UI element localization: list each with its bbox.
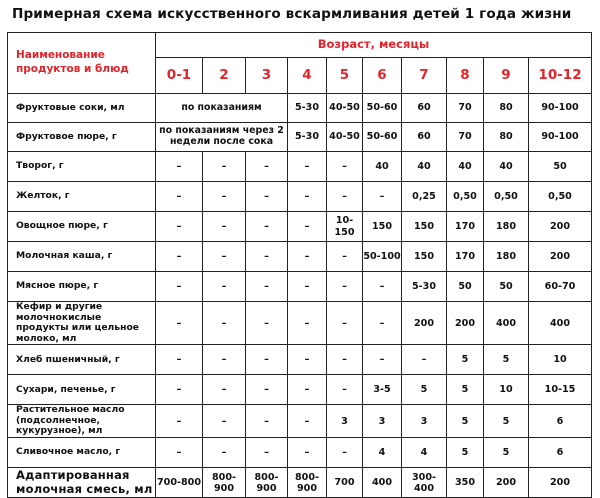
- value-cell: –: [203, 375, 246, 405]
- value-cell: –: [246, 182, 288, 212]
- value-cell: –: [288, 152, 327, 182]
- value-cell: –: [246, 405, 288, 438]
- value-cell: 200: [484, 468, 529, 498]
- value-cell: 170: [447, 242, 484, 272]
- value-cell: 40-50: [327, 123, 363, 152]
- value-cell: –: [246, 345, 288, 375]
- value-cell: 800-900: [288, 468, 327, 498]
- value-cell: 3: [327, 405, 363, 438]
- product-name: Творог, г: [8, 152, 156, 182]
- value-cell: –: [246, 242, 288, 272]
- value-cell: 6: [529, 438, 592, 468]
- value-cell: 5-30: [402, 272, 447, 302]
- value-cell: –: [156, 182, 203, 212]
- value-cell: –: [156, 152, 203, 182]
- month-header: 5: [327, 58, 363, 94]
- feeding-schedule-table: [7, 32, 592, 498]
- value-cell: –: [203, 152, 246, 182]
- value-cell: –: [363, 272, 402, 302]
- span-note: по показаниям: [156, 94, 288, 123]
- value-cell: 200: [529, 242, 592, 272]
- value-cell: –: [203, 242, 246, 272]
- value-cell: 400: [363, 468, 402, 498]
- value-cell: 0,50: [447, 182, 484, 212]
- value-cell: –: [288, 375, 327, 405]
- product-name: Сливочное масло, г: [8, 438, 156, 468]
- value-cell: –: [203, 272, 246, 302]
- value-cell: –: [156, 272, 203, 302]
- table-row: [8, 242, 592, 272]
- value-cell: 80: [484, 94, 529, 123]
- value-cell: 200: [447, 302, 484, 345]
- value-cell: –: [156, 345, 203, 375]
- header-row: [8, 33, 592, 58]
- value-cell: –: [288, 212, 327, 242]
- value-cell: 6: [529, 405, 592, 438]
- value-cell: –: [327, 302, 363, 345]
- value-cell: –: [327, 375, 363, 405]
- value-cell: 0,25: [402, 182, 447, 212]
- value-cell: 50: [529, 152, 592, 182]
- value-cell: 700: [327, 468, 363, 498]
- product-name: Желток, г: [8, 182, 156, 212]
- value-cell: –: [363, 182, 402, 212]
- value-cell: –: [156, 242, 203, 272]
- table-row: [8, 272, 592, 302]
- value-cell: 60-70: [529, 272, 592, 302]
- value-cell: –: [246, 302, 288, 345]
- value-cell: 5: [484, 438, 529, 468]
- value-cell: 170: [447, 212, 484, 242]
- table-row: [8, 152, 592, 182]
- value-cell: 50-60: [363, 123, 402, 152]
- value-cell: 5: [447, 345, 484, 375]
- value-cell: 90-100: [529, 123, 592, 152]
- value-cell: 800-900: [246, 468, 288, 498]
- value-cell: 40-50: [327, 94, 363, 123]
- value-cell: –: [327, 272, 363, 302]
- value-cell: 10: [529, 345, 592, 375]
- value-cell: 50-60: [363, 94, 402, 123]
- product-name: Сухари, печенье, г: [8, 375, 156, 405]
- table-row: [8, 212, 592, 242]
- product-name: Растительное масло (подсолнечное, кукурузное), мл: [8, 405, 156, 438]
- product-name: Молочная каша, г: [8, 242, 156, 272]
- page-title: Примерная схема искусственного вскармливания детей 1 года жизни: [12, 6, 572, 22]
- value-cell: 50: [447, 272, 484, 302]
- value-cell: –: [246, 438, 288, 468]
- value-cell: 5: [484, 405, 529, 438]
- name-column-header: Наименование продуктов и блюд: [8, 33, 156, 94]
- table-row: [8, 123, 592, 152]
- value-cell: –: [327, 242, 363, 272]
- month-header: 7: [402, 58, 447, 94]
- value-cell: 5: [484, 345, 529, 375]
- value-cell: –: [203, 438, 246, 468]
- value-cell: –: [203, 182, 246, 212]
- value-cell: 350: [447, 468, 484, 498]
- value-cell: 200: [402, 302, 447, 345]
- month-header: 0-1: [156, 58, 203, 94]
- value-cell: –: [156, 405, 203, 438]
- value-cell: 800-900: [203, 468, 246, 498]
- table-row: [8, 182, 592, 212]
- value-cell: –: [288, 272, 327, 302]
- value-cell: –: [288, 242, 327, 272]
- value-cell: –: [156, 302, 203, 345]
- month-header: 10-12: [529, 58, 592, 94]
- value-cell: 180: [484, 242, 529, 272]
- value-cell: 3-5: [363, 375, 402, 405]
- value-cell: –: [327, 345, 363, 375]
- product-name: Кефир и другие молочнокислые продукты или цельное молоко, мл: [8, 302, 156, 345]
- value-cell: –: [327, 438, 363, 468]
- table-row: [8, 345, 592, 375]
- value-cell: –: [288, 302, 327, 345]
- value-cell: 10-15: [529, 375, 592, 405]
- value-cell: 60: [402, 94, 447, 123]
- value-cell: 200: [529, 212, 592, 242]
- value-cell: 40: [447, 152, 484, 182]
- value-cell: 90-100: [529, 94, 592, 123]
- value-cell: 0,50: [484, 182, 529, 212]
- value-cell: 10-150: [327, 212, 363, 242]
- value-cell: 5: [402, 375, 447, 405]
- value-cell: 5: [447, 438, 484, 468]
- value-cell: 4: [363, 438, 402, 468]
- table-row: [8, 375, 592, 405]
- month-header: 4: [288, 58, 327, 94]
- span-note: по показаниям через 2 недели после сока: [156, 123, 288, 152]
- value-cell: –: [156, 212, 203, 242]
- product-name: Овощное пюре, г: [8, 212, 156, 242]
- value-cell: 180: [484, 212, 529, 242]
- value-cell: 5-30: [288, 123, 327, 152]
- value-cell: 60: [402, 123, 447, 152]
- value-cell: 3: [402, 405, 447, 438]
- value-cell: –: [363, 345, 402, 375]
- value-cell: 50: [484, 272, 529, 302]
- value-cell: 400: [529, 302, 592, 345]
- value-cell: –: [203, 405, 246, 438]
- month-header: 3: [246, 58, 288, 94]
- table-row: [8, 468, 592, 498]
- value-cell: –: [156, 438, 203, 468]
- value-cell: –: [246, 375, 288, 405]
- value-cell: 50-100: [363, 242, 402, 272]
- value-cell: 5: [447, 405, 484, 438]
- value-cell: –: [363, 302, 402, 345]
- product-name: Хлеб пшеничный, г: [8, 345, 156, 375]
- value-cell: –: [288, 182, 327, 212]
- value-cell: 5-30: [288, 94, 327, 123]
- value-cell: 700-800: [156, 468, 203, 498]
- value-cell: –: [246, 272, 288, 302]
- value-cell: –: [246, 152, 288, 182]
- value-cell: –: [203, 345, 246, 375]
- product-name: Фруктовые соки, мл: [8, 94, 156, 123]
- month-header: 8: [447, 58, 484, 94]
- value-cell: 80: [484, 123, 529, 152]
- product-name: Адаптированная молочная смесь, мл: [8, 468, 156, 498]
- table-row: [8, 94, 592, 123]
- value-cell: –: [288, 438, 327, 468]
- month-header: 6: [363, 58, 402, 94]
- value-cell: 10: [484, 375, 529, 405]
- value-cell: 3: [363, 405, 402, 438]
- value-cell: 40: [363, 152, 402, 182]
- value-cell: –: [288, 345, 327, 375]
- age-header: Возраст, месяцы: [156, 33, 592, 58]
- value-cell: 40: [402, 152, 447, 182]
- value-cell: 150: [363, 212, 402, 242]
- value-cell: –: [327, 182, 363, 212]
- value-cell: –: [203, 212, 246, 242]
- month-header: 2: [203, 58, 246, 94]
- value-cell: 5: [447, 375, 484, 405]
- product-name: Мясное пюре, г: [8, 272, 156, 302]
- value-cell: –: [156, 375, 203, 405]
- value-cell: 40: [484, 152, 529, 182]
- value-cell: –: [288, 405, 327, 438]
- table-row: [8, 405, 592, 438]
- value-cell: –: [203, 302, 246, 345]
- value-cell: 150: [402, 212, 447, 242]
- value-cell: 300-400: [402, 468, 447, 498]
- value-cell: 400: [484, 302, 529, 345]
- value-cell: 0,50: [529, 182, 592, 212]
- value-cell: –: [402, 345, 447, 375]
- value-cell: 200: [529, 468, 592, 498]
- value-cell: 4: [402, 438, 447, 468]
- value-cell: –: [327, 152, 363, 182]
- table-row: [8, 438, 592, 468]
- product-name: Фруктовое пюре, г: [8, 123, 156, 152]
- value-cell: 150: [402, 242, 447, 272]
- value-cell: 70: [447, 94, 484, 123]
- value-cell: –: [246, 212, 288, 242]
- value-cell: 70: [447, 123, 484, 152]
- table-row: [8, 302, 592, 345]
- month-header: 9: [484, 58, 529, 94]
